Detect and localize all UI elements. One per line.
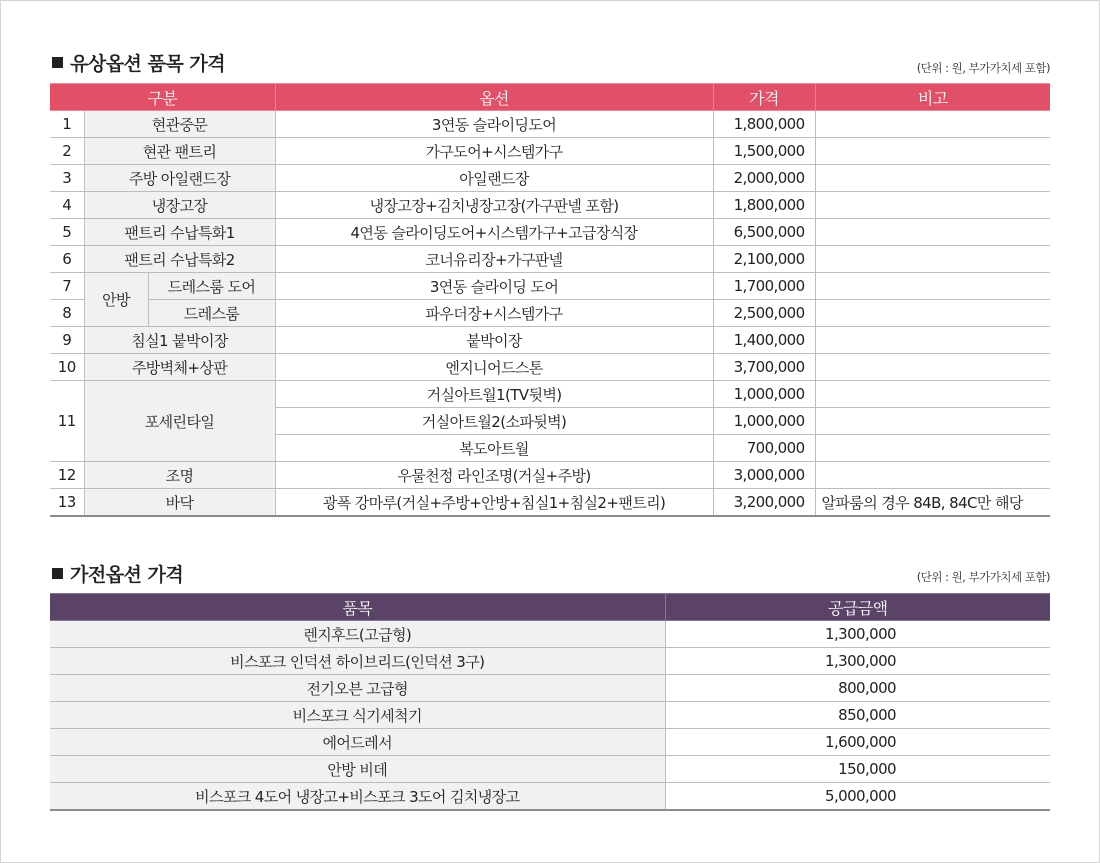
section-title-paid-options xyxy=(52,49,225,76)
table-row xyxy=(50,219,1050,246)
row-note xyxy=(815,327,1050,354)
row-option: 붙박이장 xyxy=(275,327,713,354)
row-price: 3,000,000 xyxy=(713,462,815,489)
row-item: 안방 비데 xyxy=(50,756,665,783)
table-row xyxy=(50,756,1050,783)
row-option: 4연동 슬라이딩도어+시스템가구+고급장식장 xyxy=(275,219,713,246)
table-row xyxy=(50,381,1050,408)
row-category: 팬트리 수납특화1 xyxy=(84,219,275,246)
row-option: 파우더장+시스템가구 xyxy=(275,300,713,327)
row-price: 2,500,000 xyxy=(713,300,815,327)
row-note xyxy=(815,138,1050,165)
header-option: 옵션 xyxy=(275,84,713,111)
table-row xyxy=(50,273,1050,300)
table-row xyxy=(50,783,1050,811)
row-number: 11 xyxy=(50,381,84,462)
table-row xyxy=(50,621,1050,648)
row-option: 3연동 슬라이딩 도어 xyxy=(275,273,713,300)
table-row xyxy=(50,165,1050,192)
section-title-text: 유상옵션 품목 가격 xyxy=(70,53,226,75)
table-header-row xyxy=(50,594,1050,621)
row-item: 렌지후드(고급형) xyxy=(50,621,665,648)
row-category: 바닥 xyxy=(84,489,275,517)
row-note xyxy=(815,435,1050,462)
table-row xyxy=(50,354,1050,381)
header-price: 가격 xyxy=(713,84,815,111)
table-row xyxy=(50,246,1050,273)
row-price: 1,700,000 xyxy=(713,273,815,300)
row-category: 냉장고장 xyxy=(84,192,275,219)
table-header-row xyxy=(50,84,1050,111)
row-number: 2 xyxy=(50,138,84,165)
row-item: 전기오븐 고급형 xyxy=(50,675,665,702)
row-category: 안방 xyxy=(84,273,148,327)
row-number: 5 xyxy=(50,219,84,246)
row-option: 복도아트월 xyxy=(275,435,713,462)
row-note xyxy=(815,111,1050,138)
square-bullet-icon xyxy=(52,568,63,579)
row-price: 1,500,000 xyxy=(713,138,815,165)
row-number: 7 xyxy=(50,273,84,300)
row-note: 알파룸의 경우 84B, 84C만 해당 xyxy=(815,489,1050,517)
row-item: 에어드레서 xyxy=(50,729,665,756)
unit-note: (단위 : 원, 부가가치세 포함) xyxy=(916,570,1050,584)
row-note xyxy=(815,354,1050,381)
row-price: 1,000,000 xyxy=(713,381,815,408)
section-title-text: 가전옵션 가격 xyxy=(70,564,184,586)
row-option: 엔지니어드스톤 xyxy=(275,354,713,381)
row-number: 4 xyxy=(50,192,84,219)
row-item: 비스포크 4도어 냉장고+비스포크 3도어 김치냉장고 xyxy=(50,783,665,811)
row-category: 조명 xyxy=(84,462,275,489)
row-amount: 1,300,000 xyxy=(665,648,1050,675)
row-note xyxy=(815,273,1050,300)
table-row xyxy=(50,138,1050,165)
row-category: 침실1 붙박이장 xyxy=(84,327,275,354)
row-number: 1 xyxy=(50,111,84,138)
table-row xyxy=(50,327,1050,354)
table-row xyxy=(50,462,1050,489)
unit-note: (단위 : 원, 부가가치세 포함) xyxy=(916,61,1050,75)
row-option: 우물천정 라인조명(거실+주방) xyxy=(275,462,713,489)
table-row xyxy=(50,648,1050,675)
row-number: 12 xyxy=(50,462,84,489)
paid-options-table xyxy=(50,83,1050,517)
section-title-appliance-options xyxy=(52,560,183,587)
row-option: 거실아트월2(소파뒷벽) xyxy=(275,408,713,435)
row-price: 3,200,000 xyxy=(713,489,815,517)
row-category: 주방벽체+상판 xyxy=(84,354,275,381)
row-price: 1,000,000 xyxy=(713,408,815,435)
row-number: 3 xyxy=(50,165,84,192)
table-row xyxy=(50,192,1050,219)
row-amount: 1,600,000 xyxy=(665,729,1050,756)
row-amount: 850,000 xyxy=(665,702,1050,729)
row-amount: 5,000,000 xyxy=(665,783,1050,811)
row-price: 1,800,000 xyxy=(713,111,815,138)
row-price: 2,000,000 xyxy=(713,165,815,192)
row-category: 현관 팬트리 xyxy=(84,138,275,165)
row-category: 팬트리 수납특화2 xyxy=(84,246,275,273)
row-subcategory: 드레스룸 xyxy=(148,300,275,327)
row-subcategory: 드레스룸 도어 xyxy=(148,273,275,300)
row-note xyxy=(815,300,1050,327)
table-row xyxy=(50,300,1050,327)
row-note xyxy=(815,408,1050,435)
row-note xyxy=(815,192,1050,219)
row-note xyxy=(815,381,1050,408)
appliance-options-table xyxy=(50,593,1050,811)
row-option: 3연동 슬라이딩도어 xyxy=(275,111,713,138)
row-amount: 800,000 xyxy=(665,675,1050,702)
row-number: 10 xyxy=(50,354,84,381)
table-row xyxy=(50,702,1050,729)
row-option: 코너유리장+가구판넬 xyxy=(275,246,713,273)
row-number: 8 xyxy=(50,300,84,327)
row-price: 1,400,000 xyxy=(713,327,815,354)
table-row xyxy=(50,729,1050,756)
row-price: 6,500,000 xyxy=(713,219,815,246)
table-row xyxy=(50,489,1050,517)
row-item: 비스포크 인덕션 하이브리드(인덕션 3구) xyxy=(50,648,665,675)
row-note xyxy=(815,462,1050,489)
row-price: 700,000 xyxy=(713,435,815,462)
row-option: 광폭 강마루(거실+주방+안방+침실1+침실2+팬트리) xyxy=(275,489,713,517)
row-price: 1,800,000 xyxy=(713,192,815,219)
table-row xyxy=(50,111,1050,138)
row-option: 아일랜드장 xyxy=(275,165,713,192)
header-note: 비고 xyxy=(815,84,1050,111)
row-number: 6 xyxy=(50,246,84,273)
header-amount: 공급금액 xyxy=(665,594,1050,621)
row-note xyxy=(815,246,1050,273)
table-row xyxy=(50,675,1050,702)
row-item: 비스포크 식기세척기 xyxy=(50,702,665,729)
square-bullet-icon xyxy=(52,57,63,68)
row-category: 포세린타일 xyxy=(84,381,275,462)
row-category: 주방 아일랜드장 xyxy=(84,165,275,192)
row-note xyxy=(815,219,1050,246)
row-number: 9 xyxy=(50,327,84,354)
row-amount: 150,000 xyxy=(665,756,1050,783)
header-category: 구분 xyxy=(50,84,275,111)
row-option: 거실아트월1(TV뒷벽) xyxy=(275,381,713,408)
row-option: 냉장고장+김치냉장고장(가구판넬 포함) xyxy=(275,192,713,219)
row-note xyxy=(815,165,1050,192)
row-price: 2,100,000 xyxy=(713,246,815,273)
row-number: 13 xyxy=(50,489,84,517)
row-option: 가구도어+시스템가구 xyxy=(275,138,713,165)
header-item: 품목 xyxy=(50,594,665,621)
row-amount: 1,300,000 xyxy=(665,621,1050,648)
row-category: 현관중문 xyxy=(84,111,275,138)
row-price: 3,700,000 xyxy=(713,354,815,381)
